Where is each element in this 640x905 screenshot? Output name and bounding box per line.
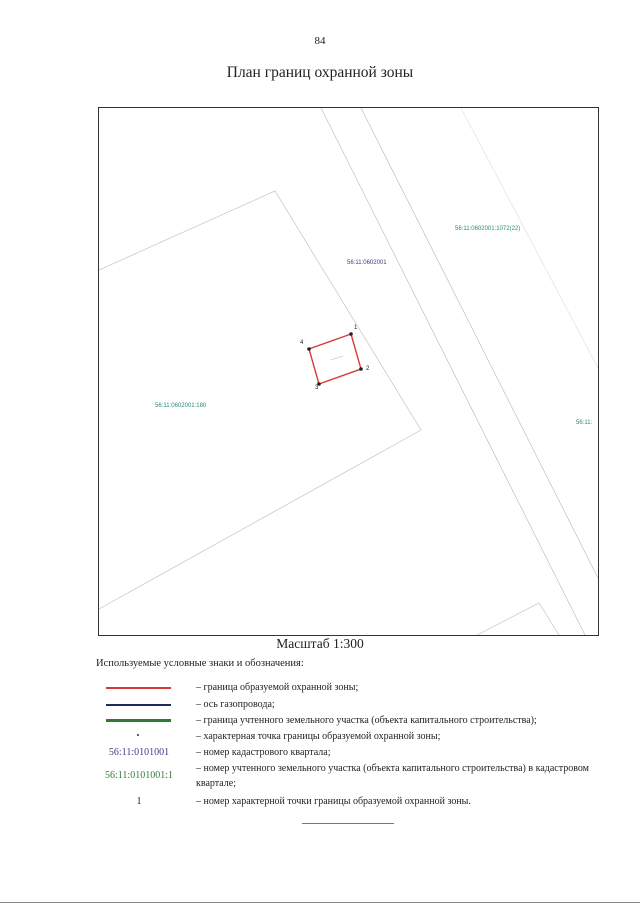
legend-symbol-text: 1 xyxy=(136,796,142,807)
legend-symbol xyxy=(96,697,182,713)
page-bottom-edge xyxy=(0,902,640,903)
legend-symbol xyxy=(96,729,182,745)
parcel-left-boundary xyxy=(99,191,421,609)
legend-text: – ось газопровода; xyxy=(196,699,275,710)
legend-symbol-text: 56:11:0101001:1 xyxy=(105,770,173,781)
point-4 xyxy=(307,347,311,351)
road-boundary-far xyxy=(461,108,598,368)
point-label-2: 2 xyxy=(366,366,370,372)
zone-boundary xyxy=(309,334,361,384)
legend-title: Используемые условные знаки и обозначения: xyxy=(96,658,304,669)
map-frame xyxy=(98,107,599,636)
map-scale: Масштаб 1:300 xyxy=(276,636,364,651)
legend-symbol-text: 56:11:0101001 xyxy=(108,747,170,758)
point-1 xyxy=(349,332,353,336)
point-label-1: 1 xyxy=(354,325,358,331)
point-label-3: 3 xyxy=(315,385,319,391)
parcel-left-label: 56:11:0602001:180 xyxy=(155,403,207,409)
bottom-divider xyxy=(302,823,394,824)
road-boundary-left xyxy=(321,108,585,635)
legend-row-characteristic-point xyxy=(96,729,616,745)
legend-row-point-number xyxy=(96,794,616,810)
legend-symbol xyxy=(96,713,182,729)
legend-row-parcel-boundary xyxy=(96,713,616,729)
point-dot-icon xyxy=(137,734,139,736)
legend-row-parcel-number xyxy=(96,761,616,793)
legend-row-gas-axis xyxy=(96,697,616,713)
parcel-right-label: 56:11: xyxy=(576,420,593,426)
point-label-4: 4 xyxy=(300,340,304,346)
parcel-bottom-boundary xyxy=(477,603,559,635)
page-number: 84 xyxy=(314,35,326,47)
parcel-road-label: 56:11:0602001:1072(22) xyxy=(455,226,521,232)
legend-text: – номер кадастрового квартала; xyxy=(196,747,331,758)
legend-text: – граница учтенного земельного участка (объекта капитального строительства); xyxy=(196,715,537,726)
road-boundary-right xyxy=(361,108,598,578)
legend-symbol xyxy=(96,745,182,761)
zone-inner-mark xyxy=(331,356,343,360)
legend-row-quarter-number xyxy=(96,745,616,761)
legend-row-zone-boundary xyxy=(96,680,616,696)
page-title: План границ охранной зоны xyxy=(226,64,414,81)
legend-symbol xyxy=(96,680,182,696)
legend-symbol xyxy=(96,794,182,810)
point-2 xyxy=(359,367,363,371)
quarter-label: 56:11:0602001 xyxy=(347,260,387,266)
legend-text: – номер учтенного земельного участка (объекта капитального строительства) в кадастровом квартале; xyxy=(196,763,590,789)
legend-text: – граница образуемой охранной зоны; xyxy=(196,682,359,693)
map-drawing xyxy=(99,108,598,635)
legend-text: – номер характерной точки границы образуемой охранной зоны. xyxy=(196,796,471,807)
legend-text: – характерная точка границы образуемой охранной зоны; xyxy=(196,731,441,742)
legend-symbol xyxy=(96,761,182,793)
